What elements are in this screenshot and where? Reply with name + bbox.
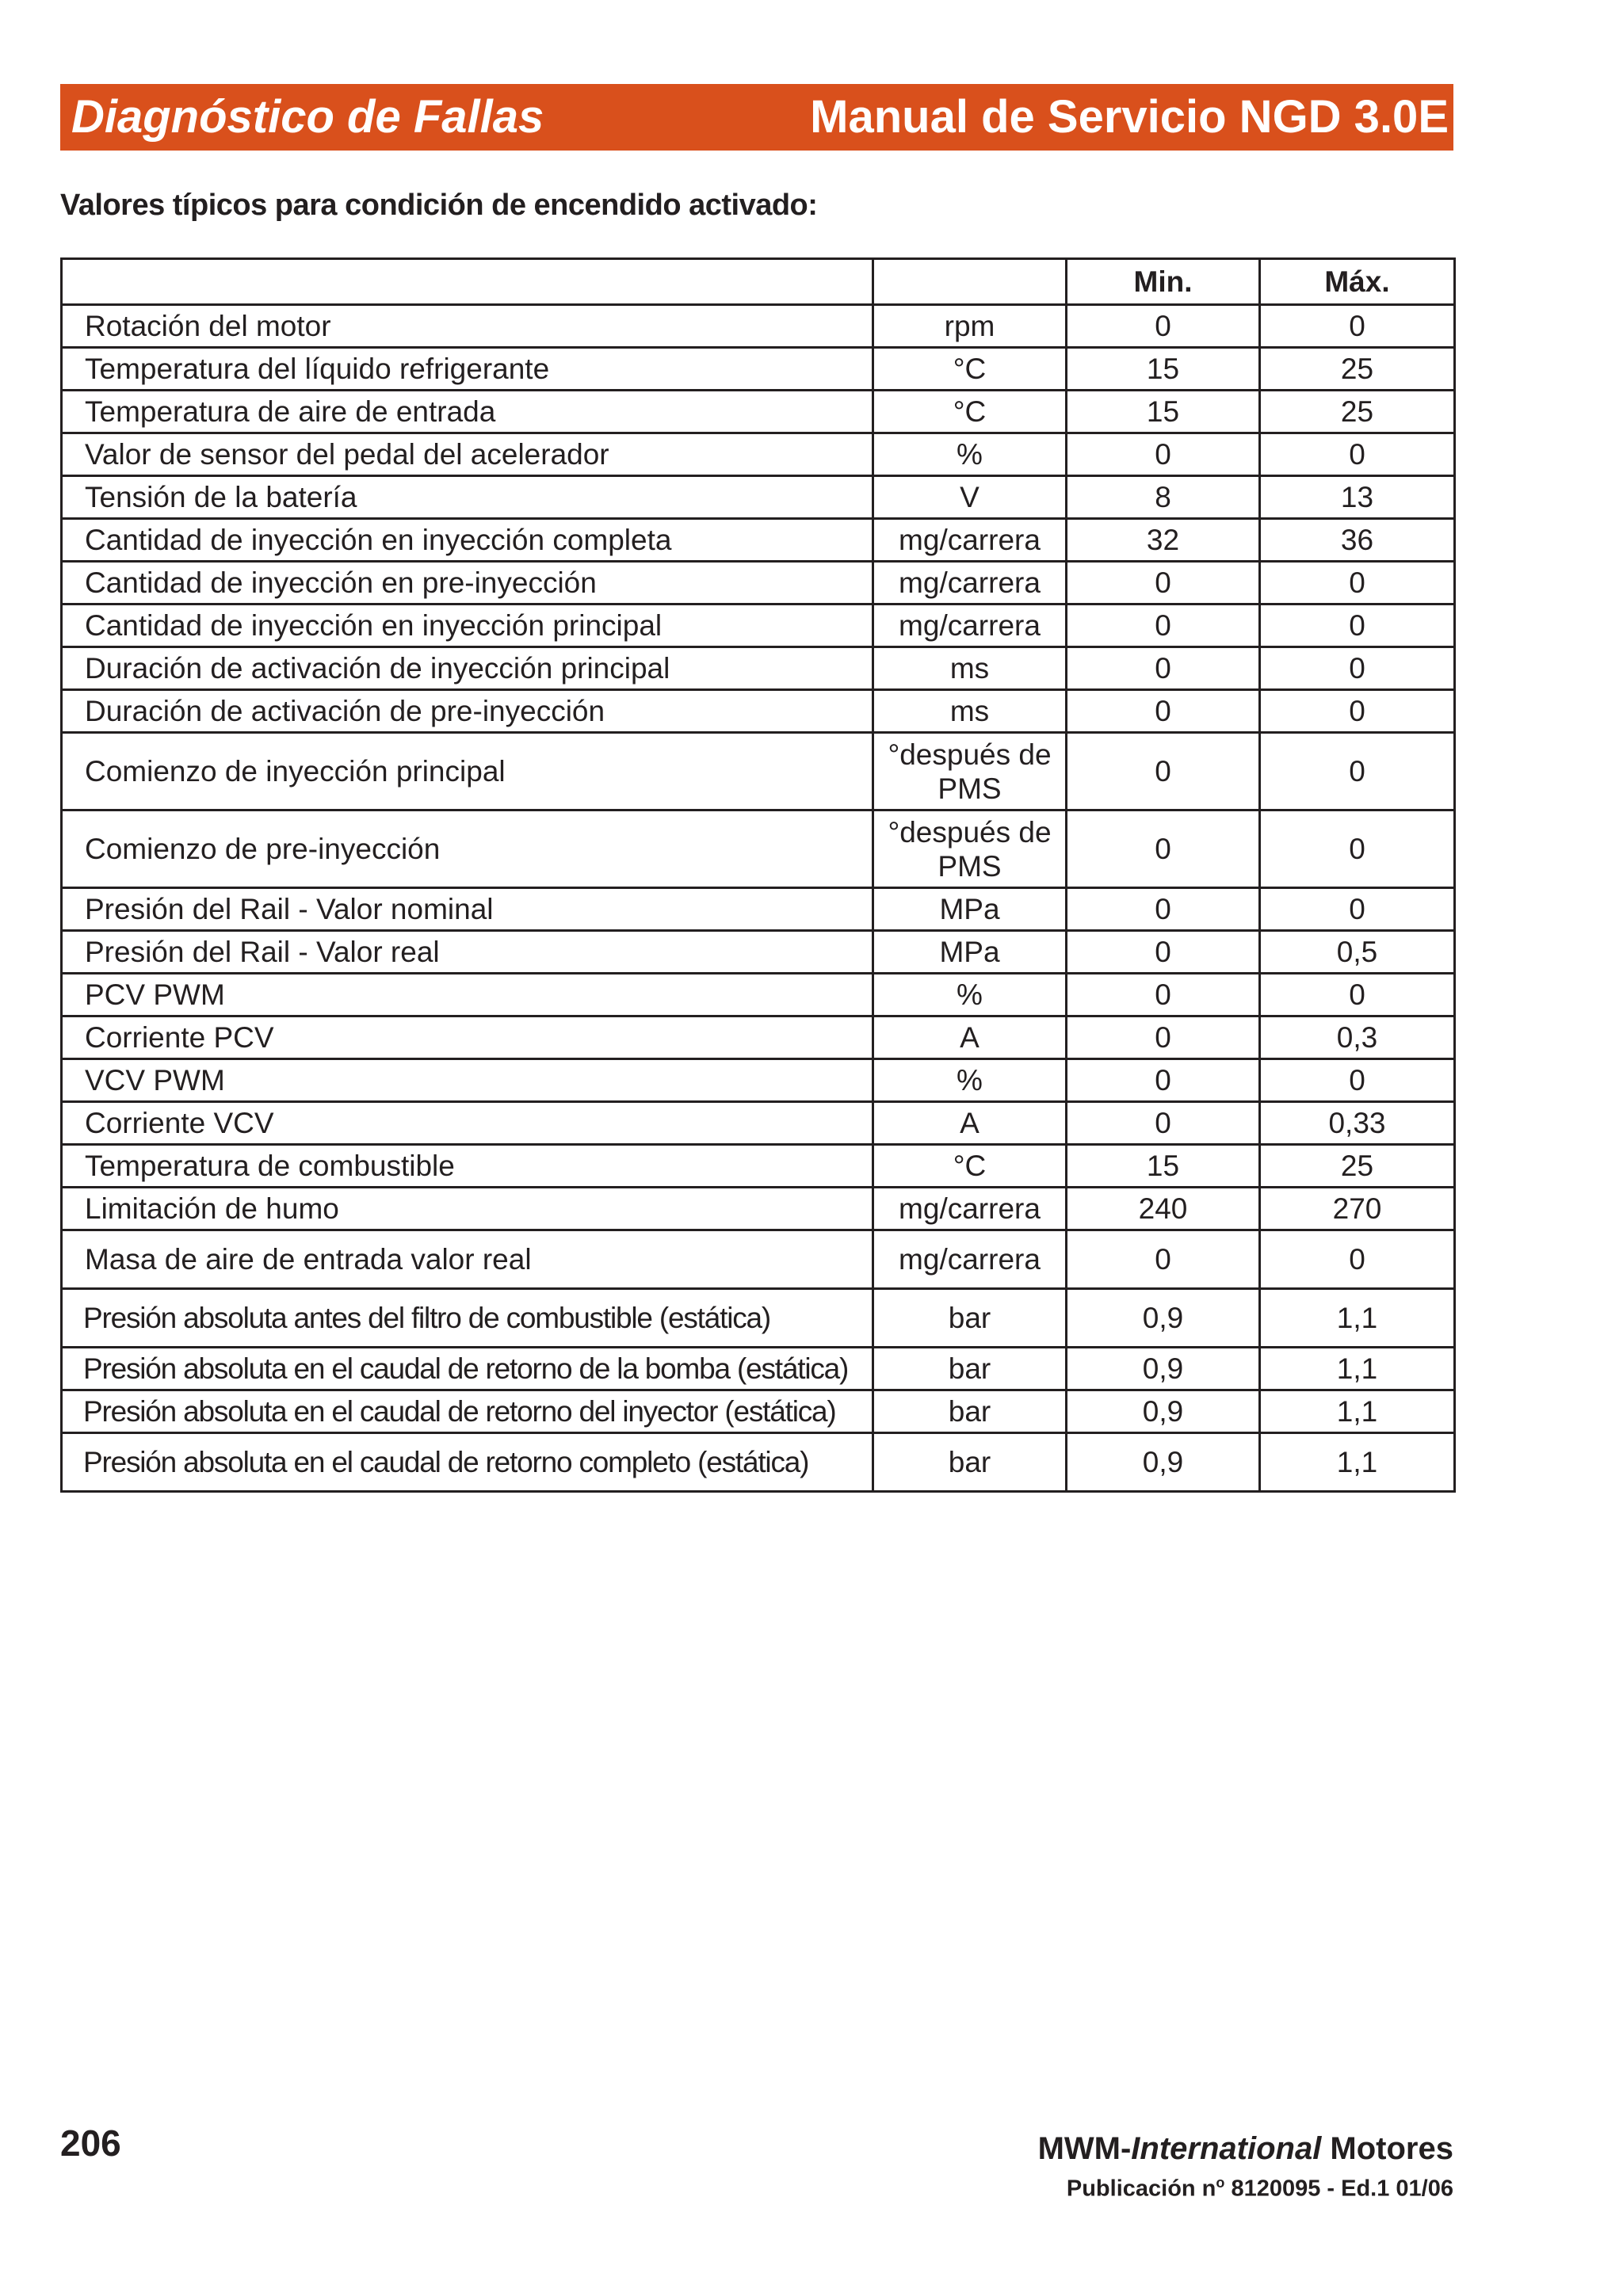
publication-prefix: Publicación n (1066, 2176, 1216, 2202)
min-cell: 0 (1067, 888, 1260, 931)
param-cell: Corriente VCV (62, 1102, 873, 1145)
table-row (62, 1145, 1455, 1188)
min-cell: 0,9 (1067, 1433, 1260, 1492)
header-bar (60, 84, 1453, 151)
table-row (62, 348, 1455, 391)
min-cell: 0 (1067, 1102, 1260, 1145)
min-cell: 0 (1067, 974, 1260, 1016)
unit-cell: bar (873, 1390, 1067, 1433)
max-cell: 0 (1260, 733, 1455, 810)
max-cell: 0,5 (1260, 931, 1455, 974)
unit-cell: mg/carrera (873, 519, 1067, 562)
min-cell: 0 (1067, 931, 1260, 974)
unit-line: °después de (888, 738, 1052, 771)
table-row (62, 1102, 1455, 1145)
min-cell: 0 (1067, 605, 1260, 647)
publication-info (1067, 2175, 1453, 2203)
unit-line: PMS (938, 849, 1002, 883)
min-cell: 0 (1067, 1016, 1260, 1059)
unit-cell: MPa (873, 888, 1067, 931)
typical-values-table (60, 257, 1456, 1493)
publication-ordinal: o (1216, 2175, 1225, 2191)
min-cell: 0 (1067, 1230, 1260, 1289)
param-cell: Duración de activación de inyección principal (62, 647, 873, 690)
unit-cell: V (873, 476, 1067, 519)
max-cell: 36 (1260, 519, 1455, 562)
max-cell: 13 (1260, 476, 1455, 519)
param-cell: Presión absoluta antes del filtro de combustible (estática) (62, 1289, 873, 1348)
param-cell: Temperatura de combustible (62, 1145, 873, 1188)
brand-footer (1038, 2131, 1453, 2167)
param-cell: Masa de aire de entrada valor real (62, 1230, 873, 1289)
brand-prefix: MWM- (1037, 2131, 1132, 2166)
brand-suffix: Motores (1321, 2131, 1453, 2166)
table-row (62, 476, 1455, 519)
table-row (62, 1390, 1455, 1433)
param-cell: Temperatura de aire de entrada (62, 391, 873, 433)
table-row (62, 974, 1455, 1016)
unit-cell (873, 810, 1067, 888)
max-cell: 1,1 (1260, 1433, 1455, 1492)
max-cell: 0 (1260, 690, 1455, 733)
unit-cell: °C (873, 348, 1067, 391)
table-row (62, 1348, 1455, 1390)
table-row (62, 647, 1455, 690)
unit-cell: ms (873, 647, 1067, 690)
table-caption: Valores típicos para condición de encendido activado: (60, 189, 818, 222)
min-cell: 0 (1067, 562, 1260, 605)
table-row (62, 605, 1455, 647)
param-cell: Tensión de la batería (62, 476, 873, 519)
unit-cell: A (873, 1016, 1067, 1059)
min-cell: 0 (1067, 1059, 1260, 1102)
min-cell: 0,9 (1067, 1289, 1260, 1348)
min-cell: 15 (1067, 1145, 1260, 1188)
brand-italic: International (1131, 2131, 1322, 2166)
unit-cell: mg/carrera (873, 1230, 1067, 1289)
min-cell: 0 (1067, 690, 1260, 733)
header-unit (873, 259, 1067, 305)
header-min: Min. (1067, 259, 1260, 305)
param-cell: Presión del Rail - Valor real (62, 931, 873, 974)
max-cell: 0 (1260, 1059, 1455, 1102)
param-cell: Presión del Rail - Valor nominal (62, 888, 873, 931)
max-cell: 0 (1260, 433, 1455, 476)
min-cell: 0 (1067, 433, 1260, 476)
header-param (62, 259, 873, 305)
unit-cell: % (873, 974, 1067, 1016)
unit-cell (873, 733, 1067, 810)
param-cell: PCV PWM (62, 974, 873, 1016)
max-cell: 0 (1260, 562, 1455, 605)
max-cell: 0 (1260, 888, 1455, 931)
param-cell: Presión absoluta en el caudal de retorno del inyector (estática) (62, 1390, 873, 1433)
table-row (62, 1016, 1455, 1059)
table-row (62, 391, 1455, 433)
param-cell: Presión absoluta en el caudal de retorno de la bomba (estática) (62, 1348, 873, 1390)
unit-cell: A (873, 1102, 1067, 1145)
table-row (62, 1433, 1455, 1492)
param-cell: Comienzo de inyección principal (62, 733, 873, 810)
param-cell: Temperatura del líquido refrigerante (62, 348, 873, 391)
max-cell: 1,1 (1260, 1390, 1455, 1433)
param-cell: Corriente PCV (62, 1016, 873, 1059)
table-row (62, 562, 1455, 605)
max-cell: 25 (1260, 391, 1455, 433)
unit-cell: MPa (873, 931, 1067, 974)
min-cell: 15 (1067, 391, 1260, 433)
unit-cell: bar (873, 1348, 1067, 1390)
param-cell: Presión absoluta en el caudal de retorno completo (estática) (62, 1433, 873, 1492)
table-row (62, 690, 1455, 733)
table-row (62, 733, 1455, 810)
max-cell: 0 (1260, 605, 1455, 647)
page-number: 206 (60, 2122, 121, 2164)
param-cell: Cantidad de inyección en inyección completa (62, 519, 873, 562)
param-cell: Duración de activación de pre-inyección (62, 690, 873, 733)
unit-cell: bar (873, 1433, 1067, 1492)
max-cell: 25 (1260, 348, 1455, 391)
min-cell: 0 (1067, 810, 1260, 888)
table-header-row (62, 259, 1455, 305)
unit-cell: °C (873, 1145, 1067, 1188)
min-cell: 0 (1067, 733, 1260, 810)
param-cell: Cantidad de inyección en pre-inyección (62, 562, 873, 605)
table-row (62, 305, 1455, 348)
section-header-title: Diagnóstico de Fallas (71, 91, 544, 143)
max-cell: 0,33 (1260, 1102, 1455, 1145)
min-cell: 15 (1067, 348, 1260, 391)
table-row (62, 519, 1455, 562)
table-row (62, 433, 1455, 476)
unit-cell: °C (873, 391, 1067, 433)
unit-cell: % (873, 433, 1067, 476)
table-row (62, 1230, 1455, 1289)
min-cell: 0,9 (1067, 1348, 1260, 1390)
manual-title: Manual de Servicio NGD 3.0E (810, 91, 1449, 143)
max-cell: 1,1 (1260, 1289, 1455, 1348)
max-cell: 0 (1260, 810, 1455, 888)
unit-line: PMS (938, 772, 1002, 805)
table-row (62, 1188, 1455, 1230)
unit-cell: rpm (873, 305, 1067, 348)
table-row (62, 810, 1455, 888)
max-cell: 0,3 (1260, 1016, 1455, 1059)
max-cell: 0 (1260, 305, 1455, 348)
unit-cell: mg/carrera (873, 1188, 1067, 1230)
min-cell: 0 (1067, 305, 1260, 348)
unit-cell: bar (873, 1289, 1067, 1348)
min-cell: 0 (1067, 647, 1260, 690)
table-row (62, 1059, 1455, 1102)
unit-cell: mg/carrera (873, 605, 1067, 647)
publication-suffix: 8120095 - Ed.1 01/06 (1224, 2176, 1453, 2202)
max-cell: 1,1 (1260, 1348, 1455, 1390)
table-row (62, 931, 1455, 974)
min-cell: 240 (1067, 1188, 1260, 1230)
param-cell: Limitación de humo (62, 1188, 873, 1230)
param-cell: Rotación del motor (62, 305, 873, 348)
param-cell: VCV PWM (62, 1059, 873, 1102)
table-row (62, 888, 1455, 931)
min-cell: 32 (1067, 519, 1260, 562)
param-cell: Comienzo de pre-inyección (62, 810, 873, 888)
unit-line: °después de (888, 815, 1052, 849)
max-cell: 0 (1260, 974, 1455, 1016)
table-row (62, 1289, 1455, 1348)
param-cell: Cantidad de inyección en inyección principal (62, 605, 873, 647)
max-cell: 0 (1260, 647, 1455, 690)
max-cell: 0 (1260, 1230, 1455, 1289)
header-max: Máx. (1260, 259, 1455, 305)
min-cell: 0,9 (1067, 1390, 1260, 1433)
min-cell: 8 (1067, 476, 1260, 519)
unit-cell: mg/carrera (873, 562, 1067, 605)
max-cell: 270 (1260, 1188, 1455, 1230)
unit-cell: ms (873, 690, 1067, 733)
unit-cell: % (873, 1059, 1067, 1102)
max-cell: 25 (1260, 1145, 1455, 1188)
param-cell: Valor de sensor del pedal del acelerador (62, 433, 873, 476)
